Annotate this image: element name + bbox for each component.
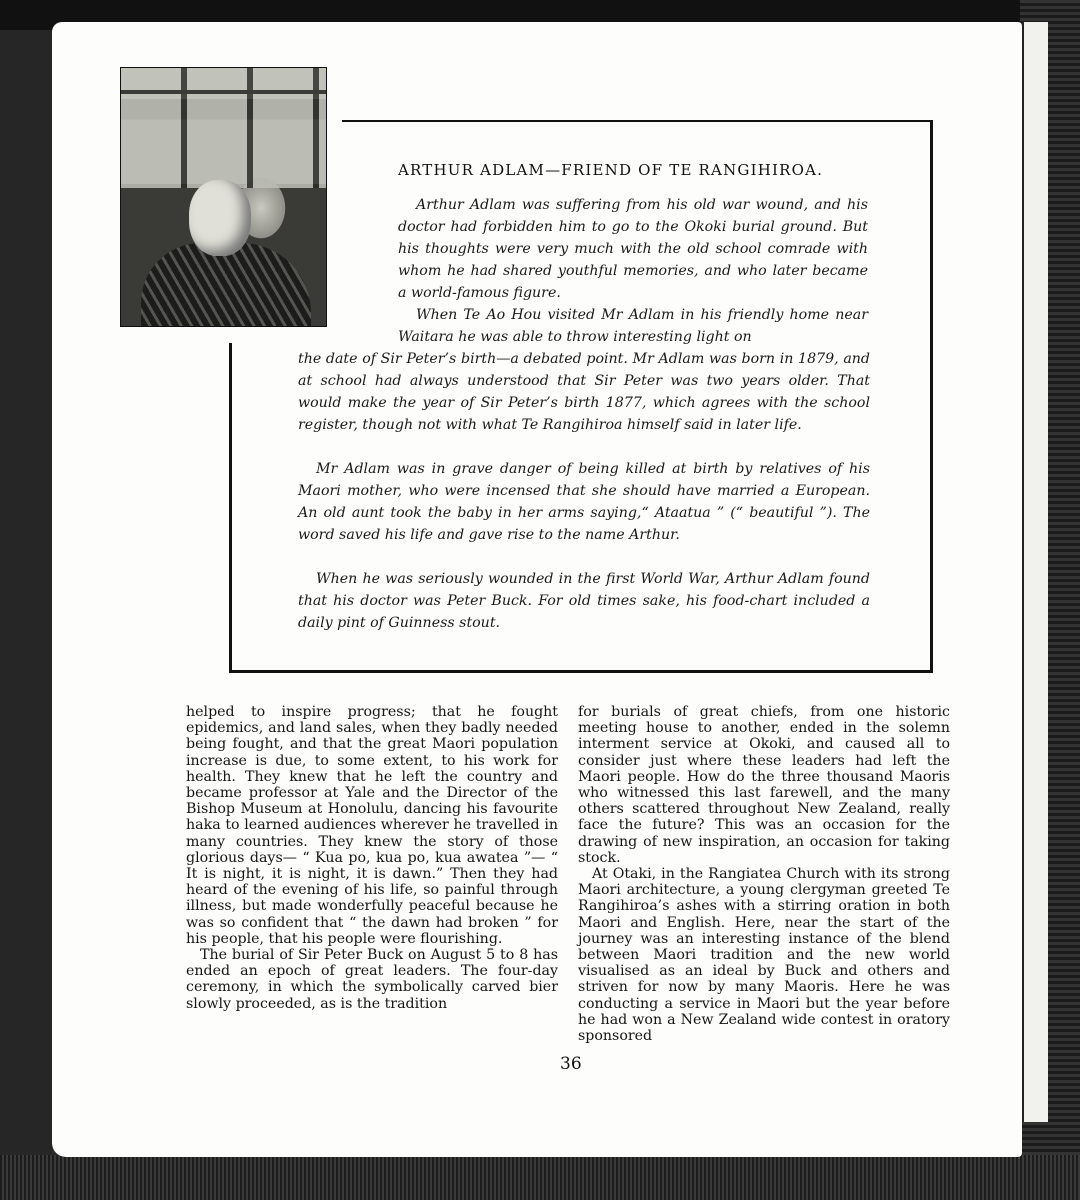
photo-face (189, 180, 251, 256)
photo-background-vehicle (121, 68, 326, 188)
scan-border-left (0, 0, 52, 1200)
sidebar-box-border-left (229, 343, 232, 673)
sidebar-paragraph-2-rest: the date of Sir Peter’s birth—a debated point. Mr Adlam was born in 1879, and at school had always understood that Sir Peter was two years older. That would make the year of Sir Peter’s birth 1877, which agrees with the school register, though not with what Te Rangihiroa himself said in later life. (298, 351, 870, 433)
sidebar-paragraph-2-start: When Te Ao Hou visited Mr Adlam in his friendly home near Waitara he was able to throw interesting light on (398, 307, 868, 345)
sidebar-title: ARTHUR ADLAM—FRIEND OF TE RANGIHIROA. (398, 161, 824, 179)
sidebar-paragraph-1: Arthur Adlam was suffering from his old war wound, and his doctor had forbidden him to go to the Okoki burial ground. But his thoughts were very much with the old school comrade with whom he had shared youthful memories, and who later became a world-famous figure. (398, 197, 868, 301)
sidebar-paragraph-4: When he was seriously wounded in the first World War, Arthur Adlam found that his doctor was Peter Buck. For old times sake, his food-chart included a daily pint of Guinness stout. (298, 571, 870, 631)
sidebar-box-border-right (930, 120, 933, 673)
scan-border-bottom (0, 1155, 1080, 1200)
sidebar-box-border-bottom (232, 670, 932, 673)
body-column-left (186, 704, 558, 1012)
sidebar-box-border-top (342, 120, 932, 122)
facing-page-edge (1022, 22, 1048, 1122)
page-number: 36 (560, 1054, 582, 1074)
body-paragraph: The burial of Sir Peter Buck on August 5 to 8 has ended an epoch of great leaders. The four-day ceremony, in which the symbolically carved bier slowly proceeded, as is the tradition (186, 947, 558, 1012)
sidebar-paragraph-3: Mr Adlam was in grave danger of being killed at birth by relatives of his Maori mother, who were incensed that she should have married a European. An old aunt took the baby in her arms saying,“ Ataatua ” (“ beautiful ”). The word saved his life and gave rise to the name Arthur. (298, 461, 870, 543)
body-column-right (578, 704, 950, 1044)
body-paragraph: At Otaki, in the Rangiatea Church with its strong Maori architecture, a young clergyman greeted Te Rangihiroa’s ashes with a stirring oration in both Maori and English. Here, near the start of the journey was an interesting instance of the blend between Maori tradition and the new world visualised as an ideal by Buck and others and striven for now by many Maoris. Here he was conducting a service in Maori but the year before he had won a New Zealand wide contest in oratory sponsored (578, 866, 950, 1045)
body-paragraph: for burials of great chiefs, from one historic meeting house to another, ended in the solemn interment service at Okoki, and caused all to consider just where these leaders had left the Maori people. How do the three thousand Maoris who witnessed this last farewell, and the many others scattered throughout New Zealand, really face the future? This was an occasion for the drawing of new inspiration, an occasion for taking stock. (578, 704, 950, 866)
body-paragraph: helped to inspire progress; that he fought epidemics, and land sales, when they badly needed being fought, and that the great Maori population increase is due, to some extent, to his work for health. They knew that he left the country and became professor at Yale and the Director of the Bishop Museum at Honolulu, dancing his favourite haka to learned audiences wherever he travelled in many countries. They knew the story of those glorious days— “ Kua po, kua po, kua awatea ”— “ It is night, it is night, it is dawn.” Then they had heard of the evening of his life, so painful through illness, but made wonderfully peaceful because he was so confident that “ the dawn had broken ” for his people, that his people were flourishing. (186, 704, 558, 947)
portrait-photo-arthur-adlam (120, 67, 327, 327)
